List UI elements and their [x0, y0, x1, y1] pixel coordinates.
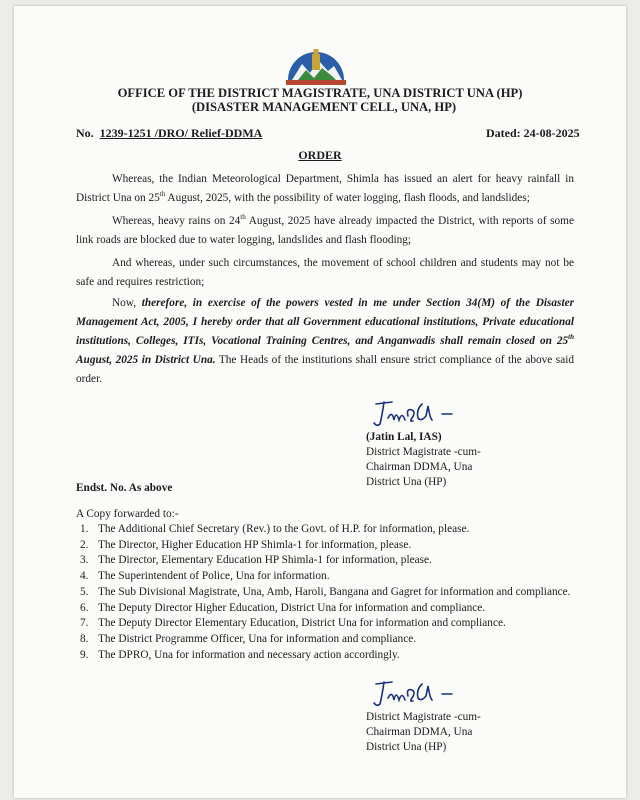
list-item: 4. The Superintendent of Police, Una for information. — [80, 570, 330, 583]
state-emblem-icon — [284, 40, 348, 86]
list-item: 6. The Deputy Director Higher Education, District Una for information and compliance. — [80, 601, 486, 614]
list-item: 5. The Sub Divisional Magistrate, Una, Amb, Haroli, Bangana and Gagret for information and compliance. — [80, 585, 571, 598]
paragraph-impact: Whereas, heavy rains on 24th August, 2025 have already impacted the District, with reports of some link roads are blocked due to water logging, landslides and flash flooding; — [76, 213, 574, 246]
copy-recipient-list — [76, 522, 616, 663]
signatory-designation-2: Chairman DDMA, Una — [366, 461, 473, 473]
signatory-designation-3: District Una (HP) — [366, 476, 447, 488]
office-title: OFFICE OF THE DISTRICT MAGISTRATE, UNA DISTRICT UNA (HP) — [117, 86, 523, 100]
copy-forwarded-intro: A Copy forwarded to:- — [76, 508, 179, 520]
paragraph-restriction: And whereas, under such circumstances, the movement of school children and students may not be safe and requires restriction; — [76, 257, 574, 288]
endorsement-heading: Endst. No. As above — [76, 482, 173, 494]
list-item: 8. The District Programme Officer, Una for information and compliance. — [80, 632, 417, 645]
document-page — [14, 6, 626, 798]
signatory-designation-1: District Magistrate -cum- — [366, 711, 481, 723]
list-item: 2. The Director, Higher Education HP Shimla-1 for information, please. — [80, 538, 412, 551]
signatory-block — [366, 430, 481, 490]
office-subtitle: (DISASTER MANAGEMENT CELL, UNA, HP) — [191, 100, 457, 114]
signatory-name: (Jatin Lal, IAS) — [366, 431, 442, 443]
list-item: 1. The Additional Chief Secretary (Rev.) to the Govt. of H.P. for information, please. — [80, 523, 470, 535]
signatory-designation-3: District Una (HP) — [366, 741, 447, 753]
order-date: Dated: 24-08-2025 — [486, 126, 580, 140]
signatory-designation-1: District Magistrate -cum- — [366, 446, 481, 458]
paragraph-imd-alert: Whereas, the Indian Meteorological Department, Shimla has issued an alert for heavy rainfall in District Una on 25th August, 2025, with the possibility of water logging, flash floods, and landslides; — [76, 173, 574, 204]
signature-icon — [366, 676, 476, 710]
signatory-designation-2: Chairman DDMA, Una — [366, 726, 473, 738]
order-title: ORDER — [298, 148, 342, 162]
list-item: 3. The Director, Elementary Education HP Shimla-1 for information, please. — [80, 554, 432, 567]
list-item: 7. The Deputy Director Elementary Education, District Una for information and compliance. — [80, 617, 506, 630]
reference-number: No. 1239-1251 /DRO/ Relief-DDMA — [76, 126, 263, 140]
signature-icon — [366, 396, 476, 430]
signatory-block-2 — [366, 710, 481, 755]
paragraph-order: Now, therefore, in exercise of the powers vested in me under Section 34(M) of the Disaster Management Act, 2005, I hereby order that all Government educational institutions, Private educational institutions, Colleges, ITIs, Vocational Training Centres, and Anganwadis shall remain closed on 25th August, 2025 in District Una. The Heads of the institutions shall ensure strict compliance of the above said order. — [76, 297, 574, 385]
list-item: 9. The DPRO, Una for information and necessary action accordingly. — [80, 648, 400, 661]
